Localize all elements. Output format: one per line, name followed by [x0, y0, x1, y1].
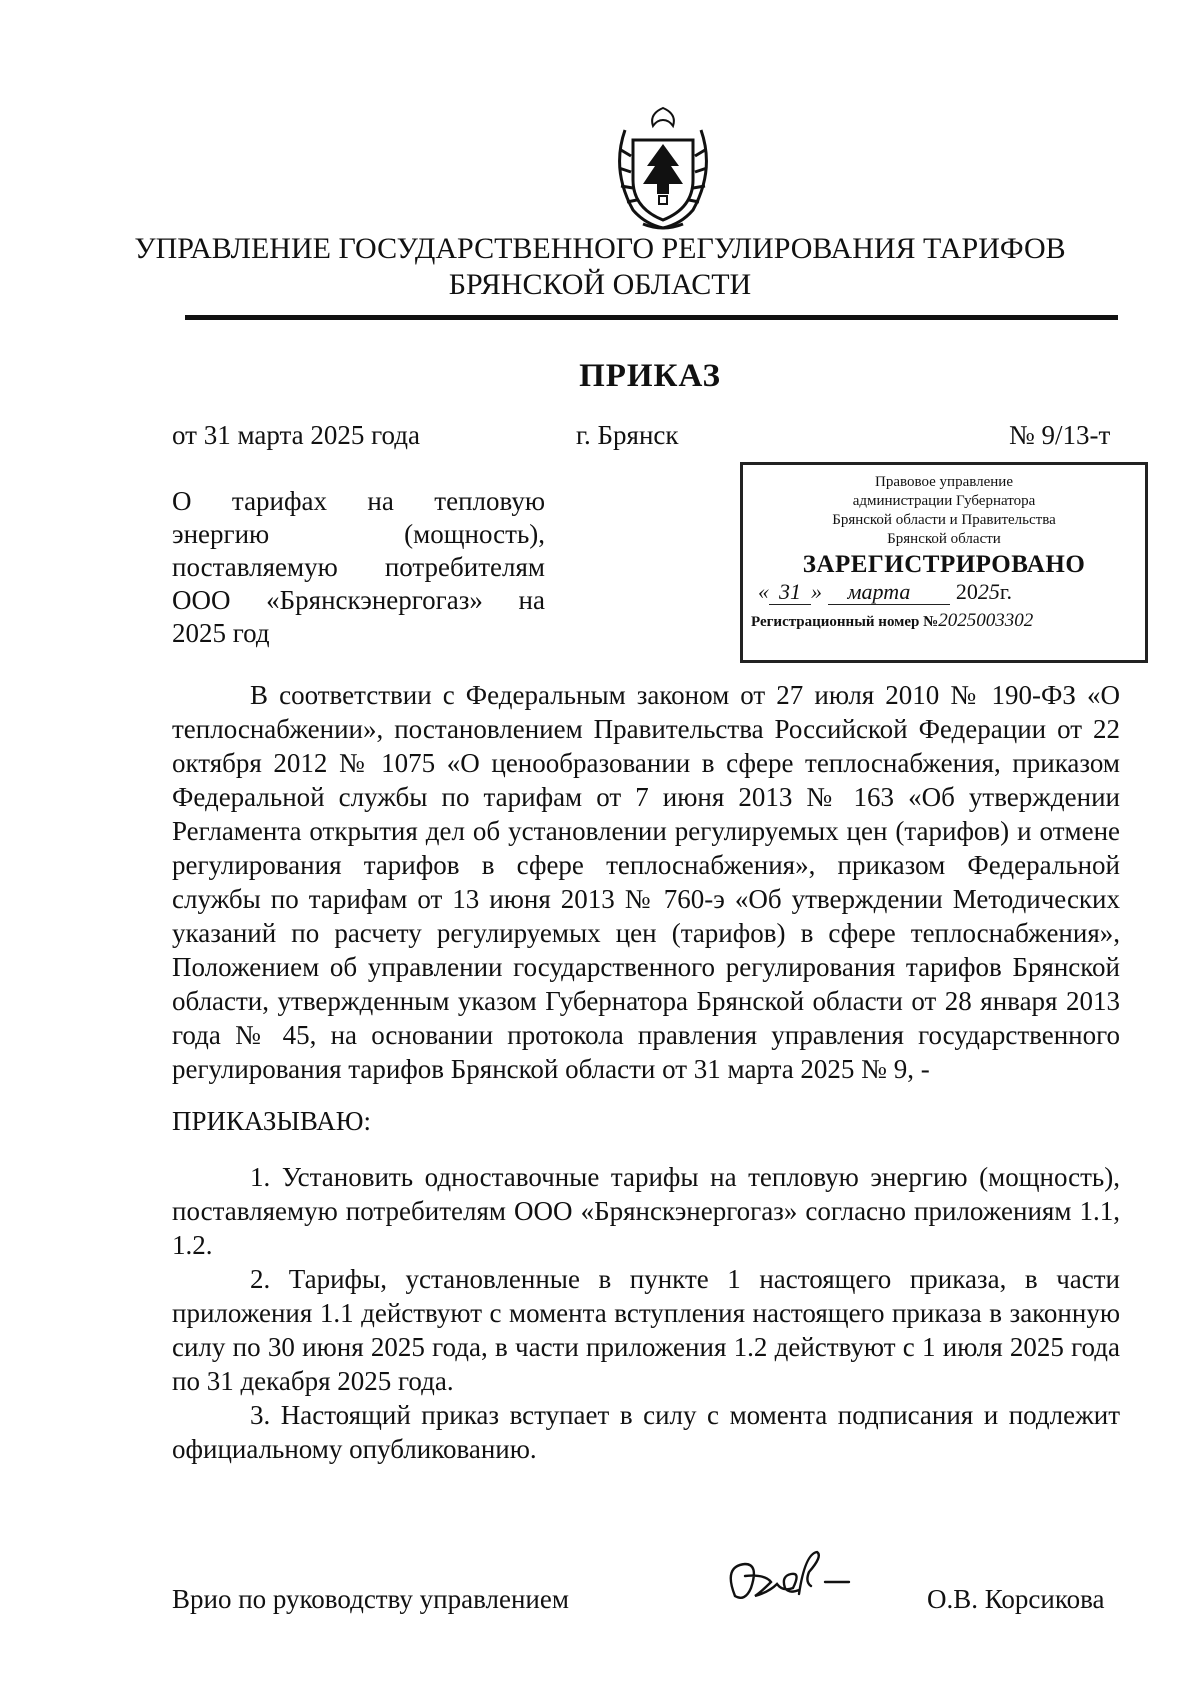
- order-item: 3. Настоящий приказ вступает в силу с момента подписания и подлежит официальному опубликованию.: [172, 1400, 1120, 1464]
- stamp-line: администрации Губернатора: [852, 493, 1036, 509]
- order-items: [172, 1160, 1120, 1466]
- subject-line: 2025 год: [172, 618, 270, 648]
- order-item: 2. Тарифы, установленные в пункте 1 настоящего приказа, в части приложения 1.1 действуют с момента вступления настоящего приказа в законную силу по 30 июня 2025 года, в части приложения 1.2 действуют с 1 июля 2025 года по 31 декабря 2025 года.: [172, 1264, 1120, 1396]
- stamp-line: Правовое управление: [875, 474, 1013, 490]
- order-item: 1. Установить одноставочные тарифы на тепловую энергию (мощность), поставляемую потребителям ООО «Брянскэнергогаз» согласно приложениям 1.1, 1.2.: [172, 1162, 1120, 1260]
- stamp-line: Брянской области и Правительства: [832, 512, 1056, 528]
- stamp-regnum-value: 2025003302: [938, 610, 1034, 631]
- stamp-registered: ЗАРЕГИСТРИРОВАНО: [802, 551, 1086, 578]
- document-subject: [172, 485, 545, 650]
- registration-stamp: [740, 462, 1148, 663]
- coat-of-arms-icon: [603, 100, 723, 235]
- stamp-regnum-label: Регистрационный номер №: [751, 614, 939, 630]
- stamp-date: « 31 » марта 2025г.: [758, 579, 1012, 604]
- subject-line: ООО «Брянскэнергогаз» на: [172, 585, 545, 615]
- document-number: № 9/13-т: [1009, 420, 1111, 450]
- stamp-line: Брянской области: [887, 531, 1001, 547]
- subject-line: поставляемую потребителям: [172, 552, 545, 582]
- subject-line: О тарифах на тепловую: [172, 486, 545, 516]
- stamp-day: 31: [769, 579, 811, 605]
- organization-region: БРЯНСКОЙ ОБЛАСТИ: [448, 268, 752, 301]
- signer-position: Врио по руководству управлением: [172, 1584, 569, 1614]
- document-city: г. Брянск: [576, 420, 679, 450]
- organization-name: УПРАВЛЕНИЕ ГОСУДАРСТВЕННОГО РЕГУЛИРОВАНИЯ ТАРИФОВ: [134, 232, 1066, 265]
- signer-name: О.В. Корсикова: [927, 1584, 1105, 1614]
- subject-line: энергию (мощность),: [172, 519, 545, 549]
- stamp-year-prefix: 20: [955, 579, 978, 604]
- document-title: ПРИКАЗ: [579, 358, 721, 394]
- stamp-regnum: [743, 611, 1145, 632]
- stamp-month: марта: [828, 579, 951, 605]
- stamp-year-suffix: 25: [977, 579, 1000, 604]
- document-date: от 31 марта 2025 года: [172, 420, 420, 450]
- stamp-year-unit: г.: [999, 579, 1012, 604]
- header-divider: [185, 315, 1118, 320]
- handwritten-signature-icon: [715, 1546, 875, 1616]
- order-keyword: ПРИКАЗЫВАЮ:: [172, 1106, 371, 1136]
- document-preamble: В соответствии с Федеральным законом от 27 июля 2010 № 190-ФЗ «О теплоснабжении», постановлением Правительства Российской Федерации от 22 октября 2012 № 1075 «О ценообразовании в сфере теплоснабжения, приказом Федеральной службы по тарифам от 7 июня 2013 № 163 «Об утверждении Регламента открытия дел об установлении регулируемых цен (тарифов) и отмене регулирования тарифов в сфере теплоснабжения», приказом Федеральной службы по тарифам от 13 июня 2013 № 760-э «Об утверждении Методических указаний по расчету регулируемых цен (тарифов) в сфере теплоснабжения», Положением об управлении государственного регулирования тарифов Брянской области, утвержденным указом Губернатора Брянской области от 28 января 2013 года № 45, на основании протокола правления управления государственного регулирования тарифов Брянской области от 31 марта 2025 № 9, -: [172, 680, 1120, 1084]
